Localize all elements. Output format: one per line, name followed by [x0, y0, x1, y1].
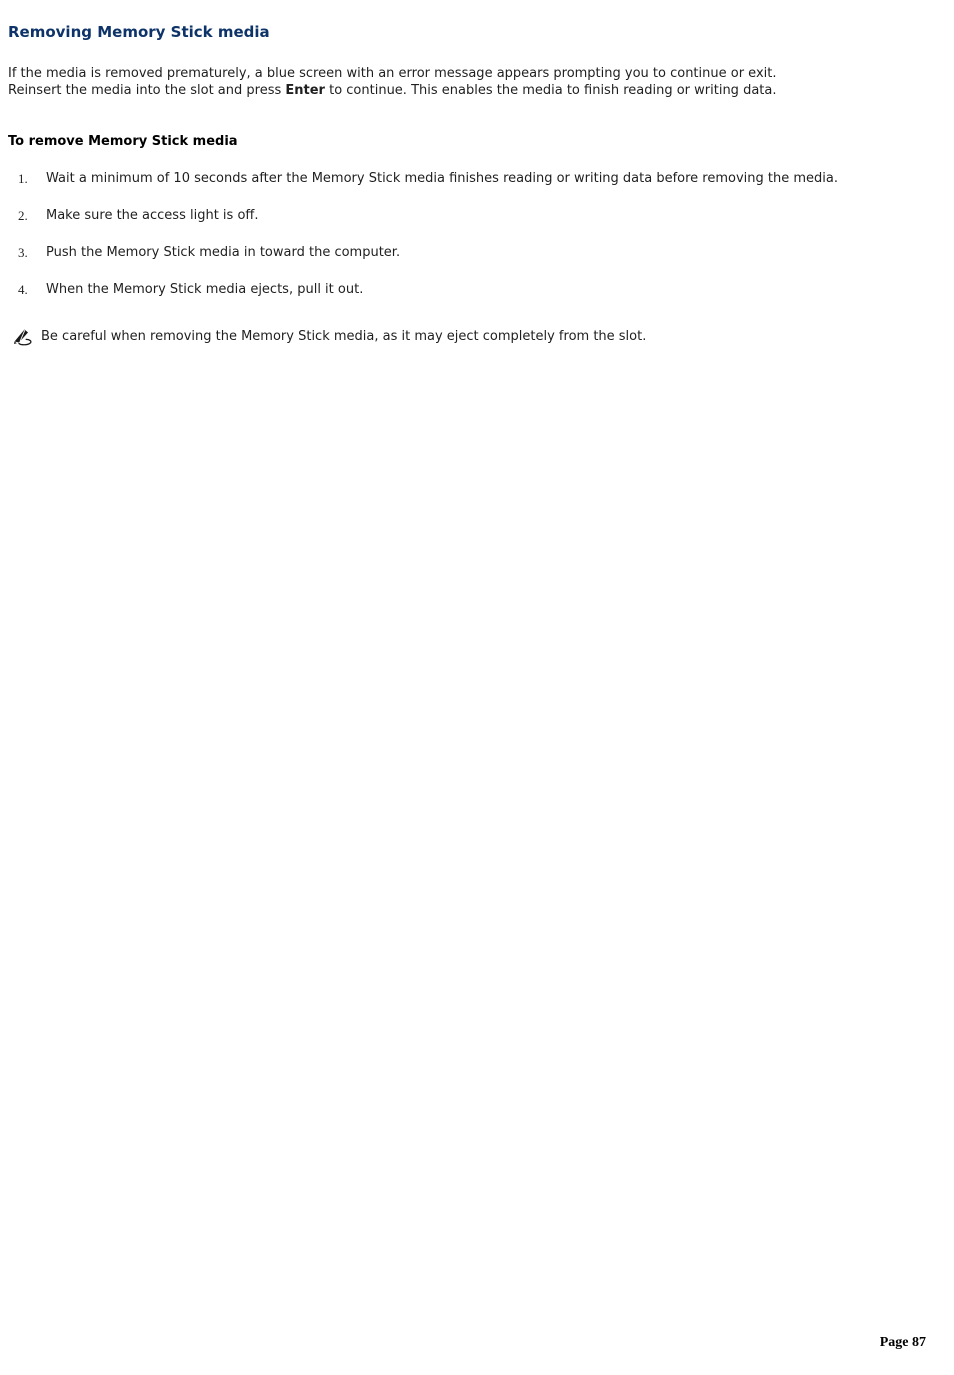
intro-line-1: If the media is removed prematurely, a blue screen with an error message appears prompting you to continue or exit. — [8, 66, 777, 81]
intro-line-2-after: to continue. This enables the media to finish reading or writing data. — [324, 83, 777, 98]
step-text: Wait a minimum of 10 seconds after the Memory Stick media finishes reading or writing data before removing the media. — [46, 171, 839, 186]
step-number: 3. — [18, 245, 28, 260]
note-callout — [12, 328, 946, 348]
step-text: When the Memory Stick media ejects, pull it out. — [46, 282, 364, 297]
list-item — [0, 244, 954, 261]
page-title: Removing Memory Stick media — [8, 23, 270, 41]
list-item — [0, 281, 954, 298]
step-number: 4. — [18, 282, 28, 297]
pencil-note-icon — [12, 326, 34, 348]
intro-paragraph — [8, 65, 946, 99]
page-number: Page 87 — [879, 1335, 926, 1350]
step-number: 1. — [18, 171, 28, 186]
step-text: Make sure the access light is off. — [46, 208, 259, 223]
step-text: Push the Memory Stick media in toward the computer. — [46, 245, 401, 260]
list-item — [0, 170, 954, 187]
enter-key-label: Enter — [285, 83, 325, 98]
list-item — [0, 207, 954, 224]
section-subheading: To remove Memory Stick media — [8, 134, 238, 149]
intro-line-2-before: Reinsert the media into the slot and press — [8, 83, 286, 98]
note-text: Be careful when removing the Memory Stick media, as it may eject completely from the slot. — [41, 329, 647, 344]
steps-list — [0, 170, 954, 298]
document-page — [0, 24, 954, 1375]
step-number: 2. — [18, 208, 28, 223]
